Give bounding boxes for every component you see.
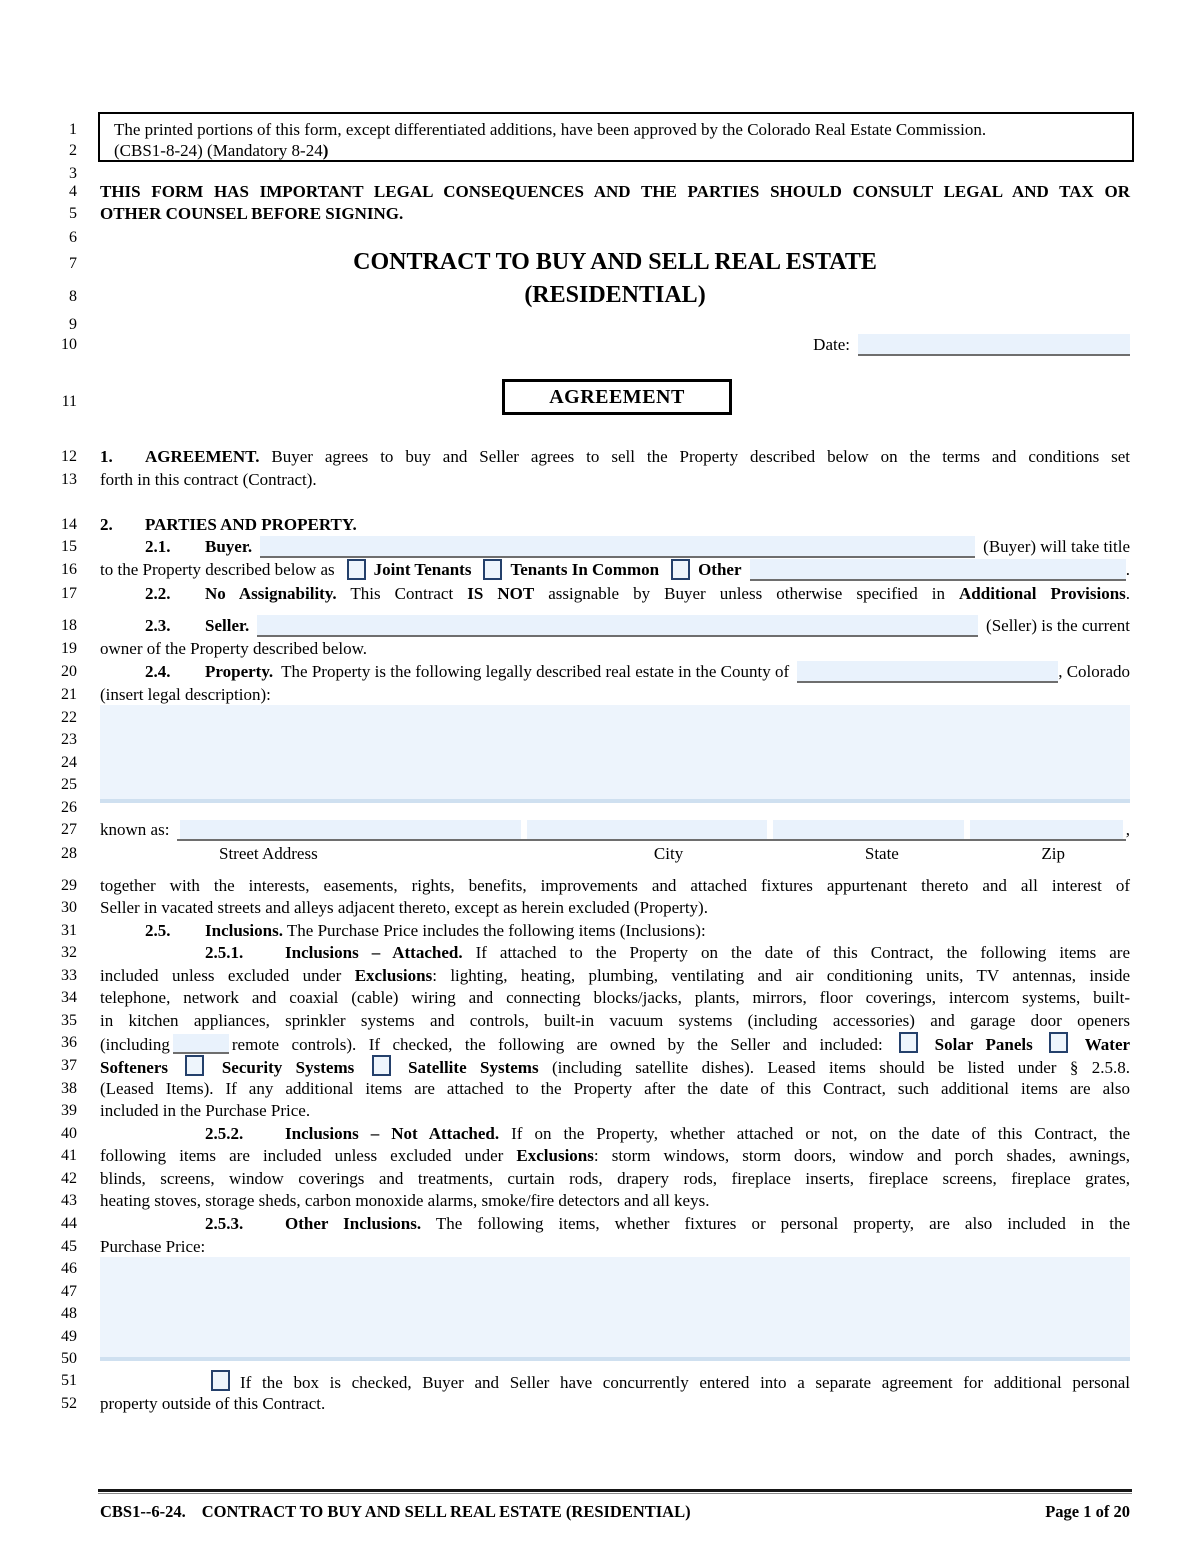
tenancy-pre-text: to the Property described below as <box>100 560 335 579</box>
other-title-field[interactable] <box>750 559 1126 581</box>
separate-agreement-text: If the box is checked, Buyer and Seller have concurrently entered into a separate agreement for additional personal <box>240 1373 1130 1392</box>
tenancy-end-period: . <box>1125 560 1130 579</box>
footer-form-title: CONTRACT TO BUY AND SELL REAL ESTATE (RESIDENTIAL) <box>201 1502 691 1521</box>
section-1-number: 1. <box>100 447 113 466</box>
line-number: 47 <box>61 1283 77 1300</box>
line-16 <box>0 559 1200 582</box>
attached-text-5b: remote controls). If checked, the following are owned by the Seller and included: <box>231 1035 883 1054</box>
section-2-5-3-number: 2.5.3. <box>205 1214 244 1233</box>
line-number: 26 <box>61 799 77 816</box>
line-41 <box>0 1145 1200 1168</box>
city-field[interactable] <box>527 820 767 839</box>
inclusions-attached-line-4: in kitchen appliances, sprinkler systems and controls, built-in vacuum systems (including accessories) and garage door openers <box>100 1011 1130 1030</box>
solar-panels-checkbox[interactable] <box>899 1032 918 1053</box>
line-8 <box>0 280 1200 310</box>
line-number: 33 <box>61 967 77 984</box>
line-number: 11 <box>61 393 77 410</box>
line-4 <box>0 181 1200 204</box>
remote-controls-count-field[interactable] <box>173 1034 229 1054</box>
street-address-column-label: Street Address <box>219 844 318 863</box>
date-input[interactable] <box>858 334 1130 356</box>
no-assignability-label: No Assignability. <box>205 584 337 603</box>
other-inclusions-text-1: The following items, whether fixtures or personal property, are also included in the <box>435 1214 1130 1233</box>
agreement-banner: AGREEMENT <box>502 379 732 415</box>
buyer-line <box>100 536 1130 558</box>
footer-rule <box>98 1489 1132 1492</box>
not-attached-text-2a: following items are included unless excluded under <box>100 1146 504 1165</box>
address-labels <box>186 843 1130 865</box>
inclusions-attached-line-5 <box>100 1032 1130 1056</box>
line-number: 8 <box>69 288 77 305</box>
footer-left <box>100 1501 691 1523</box>
line-43 <box>0 1190 1200 1213</box>
section-1-text: Buyer agrees to buy and Seller agrees to sell the Property described below on the terms and conditions set <box>271 447 1131 466</box>
assign-is-not: IS NOT <box>467 584 535 603</box>
other-inclusions-line-2: Purchase Price: <box>100 1237 206 1256</box>
line-31 <box>0 920 1200 943</box>
line-number: 50 <box>61 1350 77 1367</box>
line-number: 40 <box>61 1125 77 1142</box>
line-number: 28 <box>61 845 77 862</box>
satellite-systems-checkbox[interactable] <box>372 1055 391 1076</box>
line-10 <box>0 334 1200 357</box>
additional-provisions-ref: Additional Provisions <box>959 584 1126 603</box>
line-28 <box>0 843 1200 866</box>
line-29 <box>0 875 1200 898</box>
line-number: 14 <box>61 516 77 533</box>
line-39 <box>0 1100 1200 1123</box>
line-number: 39 <box>61 1102 77 1119</box>
line-40 <box>0 1123 1200 1146</box>
inclusions-heading-line <box>100 920 1130 942</box>
assign-text-2: assignable by Buyer unless otherwise specified in <box>548 584 945 603</box>
line-19 <box>0 638 1200 661</box>
date-label: Date: <box>813 335 850 354</box>
assign-end-period: . <box>1125 584 1131 603</box>
line-22 <box>0 707 1200 730</box>
line-number: 2 <box>69 142 77 159</box>
line-34 <box>0 987 1200 1010</box>
line-number: 3 <box>69 165 77 182</box>
line-number: 36 <box>61 1034 77 1051</box>
line-number: 48 <box>61 1305 77 1322</box>
line-18 <box>0 615 1200 638</box>
line-12 <box>0 446 1200 469</box>
line-number: 9 <box>69 316 77 333</box>
line-number: 7 <box>69 255 77 272</box>
line-number: 49 <box>61 1328 77 1345</box>
line-number: 38 <box>61 1080 77 1097</box>
page-footer <box>0 1501 1200 1523</box>
line-51 <box>0 1370 1200 1393</box>
section-2-5-number: 2.5. <box>145 921 171 940</box>
line-48 <box>0 1303 1200 1326</box>
footer-page-indicator: Page 1 of 20 <box>1045 1502 1130 1521</box>
line-number: 37 <box>61 1057 77 1074</box>
section-2-5-1-number: 2.5.1. <box>205 943 244 962</box>
address-labels-line <box>100 843 1130 865</box>
line-number: 44 <box>61 1215 77 1232</box>
line-24 <box>0 752 1200 775</box>
line-number: 5 <box>69 205 77 222</box>
line-23 <box>0 729 1200 752</box>
not-attached-text-2b: : storm windows, storm doors, window and porch shades, awnings, <box>593 1146 1131 1165</box>
line-number: 42 <box>61 1170 77 1187</box>
exclusions-ref-2: Exclusions <box>516 1146 594 1165</box>
document-subtitle: (RESIDENTIAL) <box>524 282 706 308</box>
line-number: 23 <box>61 731 77 748</box>
line-number: 24 <box>61 754 77 771</box>
line-37 <box>0 1055 1200 1078</box>
form-code: (CBS1-8-24) (Mandatory 8-24 <box>114 141 323 160</box>
line-number: 45 <box>61 1238 77 1255</box>
buyer-name-field[interactable] <box>260 536 975 558</box>
line-number: 25 <box>61 776 77 793</box>
inclusions-not-attached-line-2 <box>100 1145 1130 1167</box>
other-title-label: Other <box>698 560 742 579</box>
inclusions-attached-label: Inclusions – Attached. <box>285 943 463 962</box>
line-27 <box>0 819 1200 842</box>
tenants-in-common-label: Tenants In Common <box>510 560 660 579</box>
line-number: 27 <box>61 821 77 838</box>
line-number: 6 <box>69 229 77 246</box>
line-20 <box>0 661 1200 684</box>
state-field[interactable] <box>773 820 963 839</box>
footer-rule-shadow <box>98 1493 1132 1494</box>
seller-line-2: owner of the Property described below. <box>100 639 368 658</box>
street-address-field[interactable] <box>180 820 520 839</box>
section-2-heading: PARTIES AND PROPERTY. <box>145 515 357 534</box>
line-35 <box>0 1010 1200 1033</box>
section-1-heading: AGREEMENT. <box>145 447 260 466</box>
line-7 <box>0 247 1200 277</box>
city-column-label: City <box>653 844 684 863</box>
inclusions-attached-line-1 <box>100 942 1130 964</box>
legal-warning-line-1: THIS FORM HAS IMPORTANT LEGAL CONSEQUENCES AND THE PARTIES SHOULD CONSULT LEGAL AND TAX OR <box>100 182 1130 201</box>
line-21 <box>0 684 1200 707</box>
security-systems-checkbox[interactable] <box>185 1055 204 1076</box>
not-attached-text-1: If on the Property, whether attached or not, on the date of this Contract, the <box>511 1124 1130 1143</box>
other-inclusions-line-1 <box>100 1213 1130 1235</box>
line-50 <box>0 1348 1200 1371</box>
line-47 <box>0 1281 1200 1304</box>
assign-text-1: This Contract <box>350 584 454 603</box>
legal-warning-line-2: OTHER COUNSEL BEFORE SIGNING. <box>100 204 404 223</box>
line-32 <box>0 942 1200 965</box>
line-25 <box>0 774 1200 797</box>
attached-text-6: (including satellite dishes). Leased items should be listed under § 2.5.8. <box>552 1058 1131 1077</box>
line-number: 32 <box>61 944 77 961</box>
line-36 <box>0 1032 1200 1055</box>
title-tenancy-line <box>100 559 1130 581</box>
line-14 <box>0 514 1200 537</box>
line-number: 12 <box>61 448 77 465</box>
line-13 <box>0 469 1200 492</box>
separate-agreement-checkbox[interactable] <box>211 1370 230 1391</box>
insert-legal-description-label: (insert legal description): <box>100 685 271 704</box>
county-field[interactable] <box>797 661 1058 683</box>
line-number: 29 <box>61 877 77 894</box>
section-1-line-2: forth in this contract (Contract). <box>100 470 317 489</box>
line-number: 35 <box>61 1012 77 1029</box>
joint-tenants-checkbox[interactable] <box>347 559 366 580</box>
line-number: 13 <box>61 471 77 488</box>
line-2 <box>0 140 1200 163</box>
inclusions-not-attached-line-3: blinds, screens, window coverings and treatments, curtain rods, drapery rods, fireplace inserts, fireplace screens, fireplace grates, <box>100 1169 1130 1188</box>
line-number: 19 <box>61 640 77 657</box>
seller-after-field-text: (Seller) is the current <box>986 616 1130 635</box>
line-30 <box>0 897 1200 920</box>
form-code-text <box>100 140 1130 162</box>
security-systems-label: Security Systems <box>221 1058 355 1077</box>
water-softeners-label-part-1: Water <box>1084 1035 1131 1054</box>
line-number: 31 <box>61 922 77 939</box>
property-label: Property. <box>205 662 274 681</box>
inclusions-text: The Purchase Price includes the following items (Inclusions): <box>286 921 706 940</box>
line-5 <box>0 203 1200 226</box>
section-2-3-number: 2.3. <box>145 616 171 635</box>
seller-line <box>100 615 1130 637</box>
seller-label: Seller. <box>205 616 250 635</box>
line-44 <box>0 1213 1200 1236</box>
approval-line-1: The printed portions of this form, except differentiated additions, have been approved by the Colorado Real Estate Commission. <box>114 120 987 139</box>
inclusions-attached-line-3: telephone, network and coaxial (cable) wiring and connecting blocks/jacks, plants, mirrors, floor coverings, intercom systems, built- <box>100 988 1130 1007</box>
line-49 <box>0 1326 1200 1349</box>
line-number: 17 <box>61 585 77 602</box>
known-as-comma: , <box>1125 820 1130 839</box>
line-46 <box>0 1258 1200 1281</box>
buyer-label: Buyer. <box>205 537 253 556</box>
address-fields <box>177 820 1125 841</box>
property-line <box>100 661 1130 683</box>
exclusions-ref-1: Exclusions <box>354 966 433 985</box>
line-number: 30 <box>61 899 77 916</box>
together-with-line-1: together with the interests, easements, rights, benefits, improvements and attached fixtures appurtenant thereto and all interest of <box>100 876 1130 895</box>
attached-text-5a: (including <box>100 1035 170 1054</box>
together-with-line-2: Seller in vacated streets and alleys adjacent thereto, except as herein excluded (Property). <box>100 898 708 917</box>
line-number: 46 <box>61 1260 77 1277</box>
inclusions-attached-line-6 <box>100 1055 1130 1079</box>
inclusions-not-attached-line-1 <box>100 1123 1130 1145</box>
section-2-5-2-number: 2.5.2. <box>205 1124 244 1143</box>
tenants-in-common-checkbox[interactable] <box>483 559 502 580</box>
line-17 <box>0 583 1200 606</box>
section-2-number: 2. <box>100 515 113 534</box>
joint-tenants-label: Joint Tenants <box>373 560 472 579</box>
section-2-2-number: 2.2. <box>145 584 171 603</box>
line-number: 22 <box>61 709 77 726</box>
line-15 <box>0 536 1200 559</box>
attached-text-2b: : lighting, heating, plumbing, ventilating and air conditioning units, TV antennas, inside <box>432 966 1130 985</box>
other-title-checkbox[interactable] <box>671 559 690 580</box>
line-number: 10 <box>61 336 77 353</box>
known-as-line <box>100 819 1130 841</box>
line-42 <box>0 1168 1200 1191</box>
inclusions-attached-line-2 <box>100 965 1130 987</box>
separate-agreement-line-2: property outside of this Contract. <box>100 1394 326 1413</box>
zip-field[interactable] <box>970 820 1123 839</box>
line-number: 4 <box>69 183 77 200</box>
solar-panels-label: Solar Panels <box>934 1035 1033 1054</box>
seller-name-field[interactable] <box>257 615 978 637</box>
satellite-systems-label: Satellite Systems <box>408 1058 539 1077</box>
line-number: 16 <box>61 561 77 578</box>
document-title: CONTRACT TO BUY AND SELL REAL ESTATE <box>353 249 877 275</box>
line-52 <box>0 1393 1200 1416</box>
line-number: 21 <box>61 686 77 703</box>
line-number: 15 <box>61 538 77 555</box>
section-2-1-number: 2.1. <box>145 537 171 556</box>
line-45 <box>0 1236 1200 1259</box>
state-column-label: State <box>864 844 899 863</box>
line-26 <box>0 797 1200 820</box>
line-number: 52 <box>61 1395 77 1412</box>
line-number: 41 <box>61 1147 77 1164</box>
known-as-label: known as: <box>100 820 170 839</box>
inclusions-label: Inclusions. <box>205 921 283 940</box>
water-softeners-checkbox[interactable] <box>1049 1032 1068 1053</box>
attached-text-1: If attached to the Property on the date of this Contract, the following items are <box>475 943 1130 962</box>
separate-agreement-line-1 <box>100 1370 1130 1394</box>
section-2-4-number: 2.4. <box>145 662 171 681</box>
property-text-2: , Colorado <box>1058 662 1130 681</box>
footer-form-code: CBS1--6-24. <box>100 1502 186 1521</box>
line-number: 1 <box>69 121 77 138</box>
line-number: 34 <box>61 989 77 1006</box>
line-number: 43 <box>61 1192 77 1209</box>
line-33 <box>0 965 1200 988</box>
line-number: 18 <box>61 617 77 634</box>
date-line <box>100 334 1130 356</box>
buyer-after-field-text: (Buyer) will take title <box>983 537 1130 556</box>
line-38 <box>0 1078 1200 1101</box>
inclusions-not-attached-line-4: heating stoves, storage sheds, carbon monoxide alarms, smoke/fire detectors and all keys. <box>100 1191 710 1210</box>
line-number: 20 <box>61 663 77 680</box>
form-code-end: ) <box>322 141 329 160</box>
inclusions-not-attached-label: Inclusions – Not Attached. <box>285 1124 500 1143</box>
other-inclusions-label: Other Inclusions. <box>285 1214 422 1233</box>
section-2-heading-line <box>100 514 1130 536</box>
attached-text-2a: included unless excluded under <box>100 966 342 985</box>
approval-notice-text <box>100 119 1130 141</box>
inclusions-attached-line-7: (Leased Items). If any additional items are attached to the Property after the date of this Contract, such additional items are also <box>100 1079 1130 1098</box>
inclusions-attached-line-8: included in the Purchase Price. <box>100 1101 311 1120</box>
line-number: 51 <box>61 1372 77 1389</box>
line-1 <box>0 119 1200 142</box>
zip-column-label: Zip <box>1041 844 1066 863</box>
section-1-line-1 <box>100 446 1130 468</box>
property-text-1: The Property is the following legally described real estate in the County of <box>281 662 790 681</box>
no-assignability-line <box>100 583 1130 605</box>
water-softeners-label-part-2: Softeners <box>100 1058 168 1077</box>
